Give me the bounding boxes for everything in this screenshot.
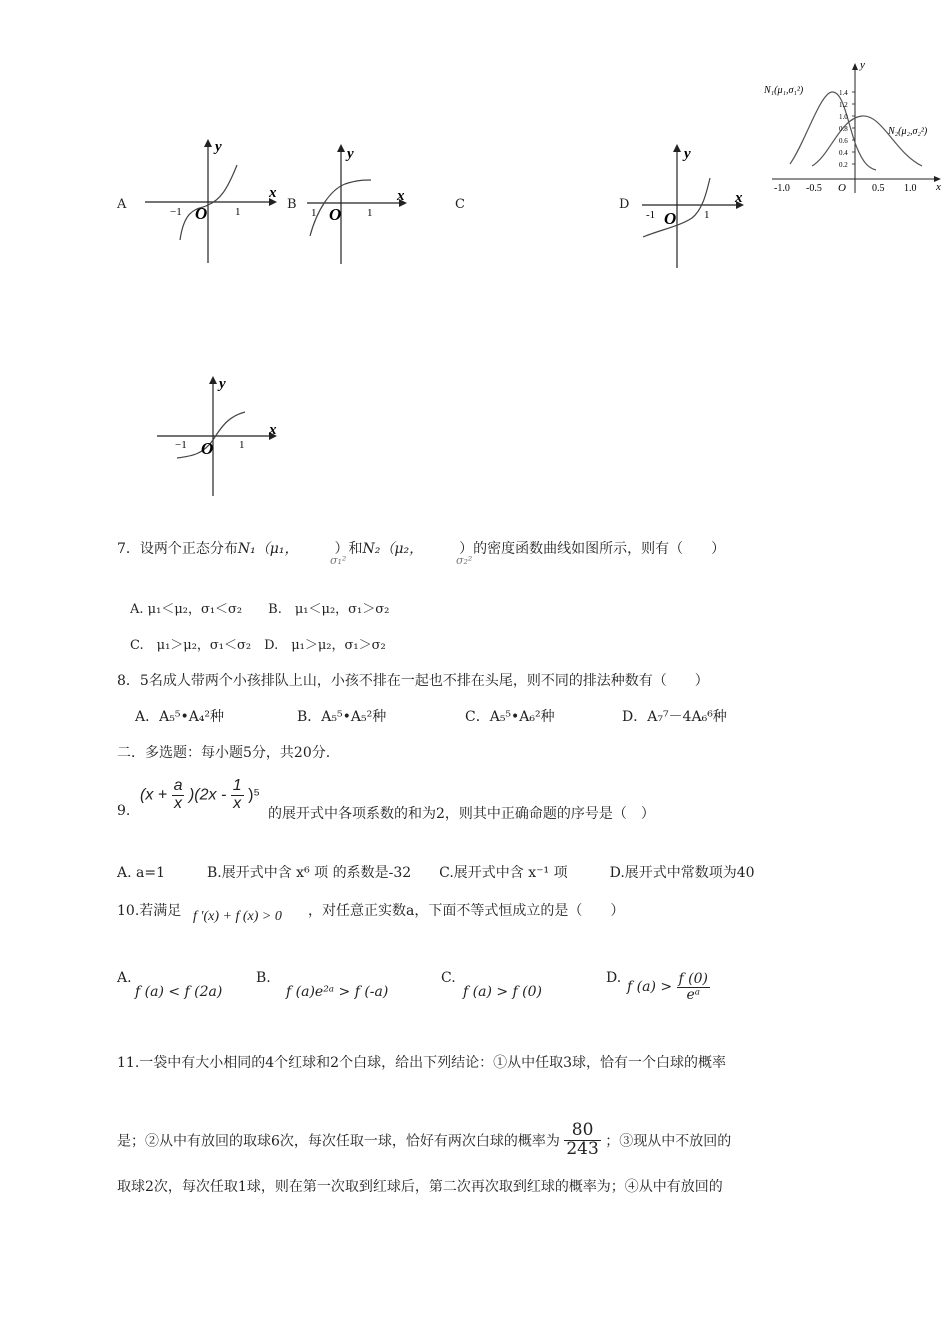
- ytick: 0.4: [839, 149, 848, 157]
- q8-option-a: A．A₅⁵•A₄²种: [135, 709, 225, 725]
- q10-stem-a: 10.若满足: [117, 903, 182, 919]
- ytick: 0.2: [839, 161, 848, 169]
- ytick: 1.0: [839, 113, 848, 121]
- q8-stem: 8．5名成人带两个小孩排队上山，小孩不排在一起也不排在头尾，则不同的排法种数有（ ）: [117, 673, 709, 689]
- q11-line2-part: ；③现从中不放回的: [605, 1133, 732, 1150]
- tick-1: 1: [704, 209, 710, 221]
- q9-number: 9.: [117, 803, 131, 819]
- q8-option-d: D．A₇⁷－4A₆⁶种: [622, 709, 727, 725]
- x-axis-label: x: [735, 190, 743, 206]
- fraction: [231, 778, 244, 813]
- origin-label: O: [664, 209, 677, 228]
- fraction: [564, 1122, 600, 1159]
- section-heading: 二．多选题：每小题5分，共20分.: [117, 745, 331, 761]
- q10-option-a-expr: f (a) < f (2a): [135, 984, 223, 1000]
- numerator: a: [173, 777, 183, 794]
- q9-expr-part: (x +: [140, 786, 168, 804]
- q7-sigma1: σ₁²: [330, 554, 347, 567]
- q11-line2: [117, 1122, 731, 1159]
- tick-neg1: −1: [170, 206, 182, 218]
- normal-density-figure: [760, 58, 945, 198]
- q7-stem-part: N₁（μ₁，: [237, 541, 299, 557]
- option-a-label: A: [117, 197, 127, 212]
- q10-option-b-expr: f (a)e²ᵃ > f (-a): [286, 984, 389, 1000]
- y-axis-label: y: [347, 146, 354, 162]
- q9-expr-part: )⁵: [248, 786, 261, 804]
- denominator: x: [174, 794, 183, 812]
- denominator: eᵃ: [686, 986, 701, 1003]
- graph-c: [155, 372, 290, 502]
- q10-option-d-expr: [627, 972, 710, 1002]
- q11-line3: 取球2次，每次任取1球，则在第一次取到红球后，第二次再次取到红球的概率为；④从中有放回的: [117, 1179, 723, 1195]
- option-c-label: C: [455, 197, 465, 212]
- y-axis-label: y: [684, 146, 691, 162]
- origin-label: O: [195, 204, 208, 223]
- q9-stem: 的展开式中各项系数的和为2，则其中正确命题的序号是（ ）: [268, 806, 655, 822]
- option-b-label: B: [287, 197, 297, 212]
- x-axis-label: x: [936, 181, 941, 193]
- graph-a: [145, 135, 285, 270]
- q10-option-d-label: D.: [606, 970, 622, 986]
- tick-1: 1: [367, 207, 373, 219]
- q9-expr-part: )(2x -: [188, 786, 227, 804]
- y-axis-label: y: [860, 59, 865, 71]
- ytick: 0.8: [839, 125, 848, 133]
- tick-neg1: 1: [311, 207, 317, 219]
- numerator: 80: [564, 1122, 600, 1141]
- n1-label: N₁(μ₁,σ₁²): [764, 85, 804, 96]
- origin-label: O: [329, 205, 342, 224]
- xtick: -0.5: [806, 183, 822, 194]
- q8-option-b: B．A₅⁵•A₅²种: [297, 709, 387, 725]
- tick-1: 1: [239, 439, 245, 451]
- q10-option-b-label: B.: [256, 970, 271, 986]
- q10-d-expr-part: f (a) >: [627, 979, 673, 996]
- q7-stem-part: N₂（μ₂，: [362, 541, 424, 557]
- q10-option-c-expr: f (a) > f (0): [463, 984, 542, 1000]
- option-d-label: D: [619, 197, 630, 212]
- fraction: [172, 778, 185, 813]
- denominator: 243: [566, 1138, 599, 1159]
- x-axis-label: x: [397, 188, 405, 204]
- q9-options: A. a=1 B.展开式中含 x⁶ 项 的系数是-32 C.展开式中含 x⁻¹ 项 D.展开式中常数项为40: [117, 865, 755, 881]
- fraction: [677, 972, 710, 1002]
- ytick: 1.4: [839, 89, 848, 97]
- origin-label: O: [838, 182, 846, 194]
- q7-stem: [117, 538, 725, 558]
- x-axis-label: x: [269, 422, 277, 438]
- q10-option-a-label: A.: [117, 970, 132, 986]
- q10-option-c-label: C.: [441, 970, 456, 986]
- q8-option-c: C．A₅⁵•A₆²种: [465, 709, 555, 725]
- q7-stem-part: ）和: [334, 541, 363, 557]
- numerator: 1: [232, 777, 242, 794]
- graph-b: [305, 140, 415, 270]
- q7-stem-part: 7．设两个正态分布: [117, 541, 238, 557]
- xtick: -1.0: [774, 183, 790, 194]
- numerator: f (0): [678, 971, 709, 987]
- y-axis-label: y: [215, 139, 222, 155]
- denominator: x: [233, 794, 242, 812]
- x-axis-label: x: [269, 185, 277, 201]
- q7-stem-part: ）的密度函数曲线如图所示，则有（ ）: [459, 541, 726, 557]
- q7-options-ab: A. μ₁＜μ₂，σ₁＜σ₂ B. μ₁＜μ₂，σ₁＞σ₂: [130, 602, 390, 617]
- ytick: 0.6: [839, 137, 848, 145]
- xtick: 1.0: [904, 183, 917, 194]
- q7-sigma2: σ₂²: [456, 554, 473, 567]
- q7-options-cd: C. μ₁＞μ₂，σ₁＜σ₂ D. μ₁＞μ₂，σ₁＞σ₂: [130, 638, 386, 653]
- ytick: 1.2: [839, 101, 848, 109]
- tick-1: 1: [235, 206, 241, 218]
- n2-label: N₂(μ₂,σ₂²): [888, 126, 928, 137]
- y-axis-label: y: [219, 376, 226, 392]
- q10-condition: f ′(x) + f (x) > 0: [193, 909, 282, 924]
- q11-line1: 11.一袋中有大小相同的4个红球和2个白球，给出下列结论：①从中任取3球，恰有一个白球的概率: [117, 1055, 726, 1071]
- q11-line2-part: 是；②从中有放回的取球6次，每次任取一球，恰好有两次白球的概率为: [117, 1133, 560, 1150]
- origin-label: O: [201, 439, 214, 458]
- q9-expression: [140, 778, 260, 813]
- tick-neg1: -1: [646, 209, 656, 221]
- tick-neg1: −1: [175, 439, 187, 451]
- q10-stem-b: ，对任意正实数a，下面不等式恒成立的是（ ）: [308, 903, 625, 919]
- xtick: 0.5: [872, 183, 885, 194]
- graph-d: [640, 140, 755, 275]
